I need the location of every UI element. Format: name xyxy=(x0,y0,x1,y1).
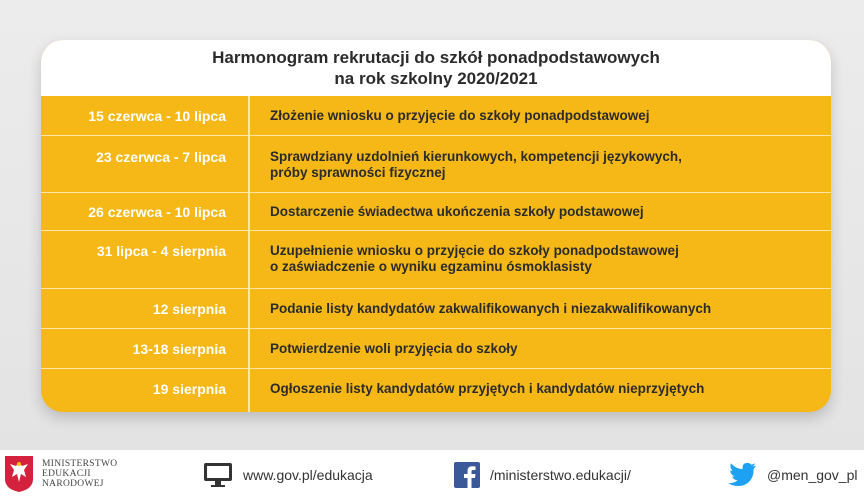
footer xyxy=(0,450,864,497)
desc-line: Sprawdziany uzdolnień kierunkowych, kompetencji językowych, xyxy=(270,149,682,164)
monitor-icon xyxy=(203,462,233,488)
website-text: www.gov.pl/edukacja xyxy=(243,467,373,483)
column-divider xyxy=(248,96,250,412)
schedule-card xyxy=(41,40,831,412)
row-date: 23 czerwca - 7 lipca xyxy=(96,149,226,165)
table-row xyxy=(41,369,831,412)
twitter-icon xyxy=(727,462,757,488)
ministry-name xyxy=(42,459,117,489)
row-description xyxy=(248,341,831,357)
desc-line: Potwierdzenie woli przyjęcia do szkoły xyxy=(270,341,518,356)
desc-line: Dostarczenie świadectwa ukończenia szkoły podstawowej xyxy=(270,204,644,219)
row-date: 19 sierpnia xyxy=(152,381,226,397)
facebook-text: /ministerstwo.edukacji/ xyxy=(490,467,631,483)
table-row xyxy=(41,96,831,136)
row-description xyxy=(248,108,831,124)
facebook-link[interactable] xyxy=(454,462,631,488)
table-row xyxy=(41,231,831,289)
ministry-line: NARODOWEJ xyxy=(42,479,104,489)
row-description xyxy=(248,381,831,397)
ministry-line: EDUKACJI xyxy=(42,469,91,479)
facebook-icon xyxy=(454,462,480,488)
desc-line: Uzupełnienie wniosku o przyjęcie do szkoły ponadpodstawowej xyxy=(270,243,679,258)
ministry-logo xyxy=(4,455,117,493)
table-row xyxy=(41,289,831,329)
desc-line: Złożenie wniosku o przyjęcie do szkoły ponadpodstawowej xyxy=(270,108,650,123)
row-date: 15 czerwca - 10 lipca xyxy=(88,108,226,124)
row-date: 31 lipca - 4 sierpnia xyxy=(96,243,226,259)
row-date: 26 czerwca - 10 lipca xyxy=(88,204,226,220)
table-row xyxy=(41,193,831,231)
website-link[interactable] xyxy=(203,462,373,488)
desc-line: Podanie listy kandydatów zakwalifikowanych i niezakwalifikowanych xyxy=(270,301,712,316)
twitter-link[interactable] xyxy=(727,462,858,488)
row-description xyxy=(248,204,831,220)
row-date: 13-18 sierpnia xyxy=(132,341,226,357)
row-description xyxy=(248,243,831,275)
schedule-table xyxy=(41,96,831,412)
table-row xyxy=(41,329,831,369)
desc-line: próby sprawności fizycznej xyxy=(270,165,446,180)
row-description xyxy=(248,301,831,317)
row-description xyxy=(248,149,831,181)
twitter-text: @men_gov_pl xyxy=(767,467,858,483)
card-header xyxy=(41,40,831,96)
page-title-line1: Harmonogram rekrutacji do szkół ponadpodstawowych xyxy=(212,48,660,67)
desc-line: Ogłoszenie listy kandydatów przyjętych i kandydatów nieprzyjętych xyxy=(270,381,705,396)
table-row xyxy=(41,136,831,193)
page-title-line2: na rok szkolny 2020/2021 xyxy=(334,69,538,88)
ministry-line: MINISTERSTWO xyxy=(42,459,118,469)
desc-line: o zaświadczenie o wyniku egzaminu ósmoklasisty xyxy=(270,259,592,274)
eagle-emblem-icon xyxy=(4,455,34,493)
row-date: 12 sierpnia xyxy=(152,301,226,317)
